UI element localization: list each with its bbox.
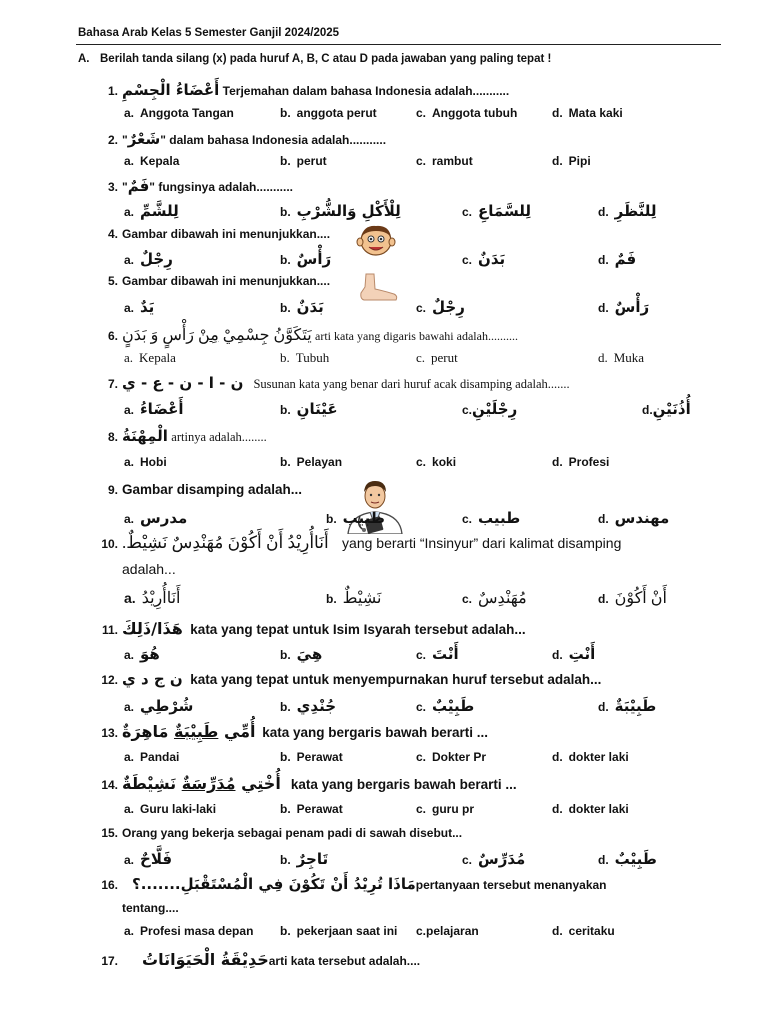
option-b[interactable]: b. هِيَ [280, 645, 323, 663]
question-4: 4. Gambar dibawah ini menunjukkan.... [107, 227, 331, 241]
question-9: 9. Gambar disamping adalah... [107, 482, 303, 497]
option-c[interactable]: c. rambut [416, 154, 473, 168]
question-arabic: مَاذَا تُرِيْدُ أَنْ تَكُوْنَ فِي الْمُسْتَقْبَلِ.......؟ [132, 875, 416, 893]
section-letter: A. [78, 53, 90, 65]
option-c[interactable]: c. مُهَنْدِسٌ [462, 590, 527, 607]
question-13: 13. أُمِّي طَبِيْبَةٌ مَاهِرَةٌ kata yang bergaris bawah berarti ... [101, 722, 489, 741]
question-15: 15. Orang yang bekerja sebagai penam padi di sawah disebut... [101, 826, 463, 840]
question-arabic: أُخْتِي مُدَرِّسَةٌ نَشِيْطَةٌ [122, 774, 281, 793]
question-text: kata yang tepat untuk menyempurnakan huruf tersebut adalah... [190, 672, 602, 687]
question-arabic: شَعْرٌ [127, 130, 161, 148]
option-a[interactable]: a. رِجْلٌ [124, 250, 173, 268]
question-17: 17. حَدِيْقَةُ الْحَيَوَانَاتُarti kata tersebut adalah.... [101, 950, 421, 969]
option-a[interactable]: a. Pandai [124, 750, 180, 764]
question-text: yang berarti “Insinyur” dari kalimat disamping [342, 535, 622, 551]
option-a[interactable]: a. فَلَّاحٌ [124, 850, 173, 868]
option-b[interactable]: b. Perawat [280, 802, 343, 816]
section-instruction [78, 53, 551, 65]
option-c[interactable]: c. طبيب [462, 509, 521, 527]
question-arabic: أَنَاأُرِيْدُ أَنْ أَكُوْنَ مُهَنْدِسٌ نَشِيْطٌ. [122, 533, 329, 552]
question-text: kata yang bergaris bawah berarti ... [290, 777, 517, 792]
option-d[interactable]: d. Mata kaki [552, 106, 623, 120]
option-c[interactable]: c. koki [416, 455, 457, 469]
option-d[interactable]: d. طَبِيْبَةٌ [598, 697, 657, 715]
option-c[interactable]: c. لِلسَّمَاعِ [462, 202, 531, 220]
option-b[interactable]: b. Pelayan [280, 455, 343, 469]
option-a[interactable]: a. Kepala [124, 350, 176, 365]
question-text: kata yang bergaris bawah berarti ... [262, 725, 489, 740]
question-1 [78, 81, 718, 99]
option-a[interactable]: a. لِلشَّمِّ [124, 202, 179, 220]
question-arabic: حَدِيْقَةُ الْحَيَوَانَاتُ [142, 950, 269, 969]
option-b[interactable]: b. perut [280, 154, 327, 168]
option-d[interactable]: d. فَمٌ [598, 250, 637, 268]
question-2: 2. "شَعْرٌ" dalam bahasa Indonesia adalah........... [107, 130, 387, 148]
question-8: 8. الْمِهْنَةُ artinya adalah........ [107, 427, 267, 445]
option-c[interactable]: c. بَدَنٌ [462, 250, 506, 268]
question-10-continued: adalah... [122, 561, 176, 577]
option-c[interactable]: c.رِجْلَيْنِ [462, 400, 518, 418]
option-d[interactable]: d. طَبِيْبٌ [598, 850, 657, 868]
foot-icon [354, 273, 400, 303]
option-d[interactable]: d. أَنْ أَكُوْنَ [598, 590, 667, 607]
option-d[interactable]: d. Profesi [552, 455, 610, 469]
question-text: arti kata tersebut adalah.... [268, 954, 421, 968]
question-text: Susunan kata yang benar dari huruf acak disamping adalah....... [253, 377, 570, 391]
option-b[interactable]: b. تَاجِرٌ [280, 850, 329, 868]
option-a[interactable]: a. Guru laki-laki [124, 802, 217, 816]
question-arabic: ن ج د ي [122, 670, 183, 688]
question-arabic: يَتَكَوَّنُ جِسْمِيْ مِنْ رَأْسٍ وَ بَدَنٍ [122, 327, 312, 344]
option-d[interactable]: d.أُذُنَيْنِ [642, 400, 691, 418]
option-d[interactable]: d. dokter laki [552, 802, 629, 816]
option-d[interactable]: d. رَأْسٌ [598, 298, 650, 316]
option-b[interactable]: b. Perawat [280, 750, 343, 764]
option-d[interactable]: d. أَنْتِ [552, 645, 596, 663]
option-d[interactable]: d. Pipi [552, 154, 591, 168]
question-10: 10. أَنَاأُرِيْدُ أَنْ أَكُوْنَ مُهَنْدِسٌ نَشِيْطٌ. yang berarti “Insinyur” dari kalimat disamping [101, 533, 622, 552]
option-b[interactable]: b. anggota perut [280, 106, 377, 120]
option-b[interactable]: b. طبيب [326, 509, 385, 527]
question-7: 7. ن - ا - ن - ع - ي Susunan kata yang benar dari huruf acak disamping adalah....... [107, 374, 570, 392]
option-c[interactable]: c. طَبِيْبٌ [416, 697, 475, 715]
header-divider [76, 44, 721, 45]
question-number: 1. [107, 84, 118, 98]
option-a[interactable]: a. Kepala [124, 154, 180, 168]
question-3: 3. "فَمٌ" fungsinya adalah........... [107, 177, 294, 195]
option-b[interactable]: b. عَيْنَانِ [280, 400, 338, 418]
question-text: " dalam bahasa Indonesia adalah........... [160, 133, 387, 147]
question-6: 6. يَتَكَوَّنُ جِسْمِيْ مِنْ رَأْسٍ وَ بَدَنٍ arti kata yang digaris bawahi adalah.......... [107, 327, 518, 344]
option-d[interactable]: d. dokter laki [552, 750, 629, 764]
question-arabic: هَذَا/ذَلِكَ [122, 619, 183, 638]
question-text: Gambar disamping adalah... [122, 482, 303, 497]
option-c[interactable]: c. Dokter Pr [416, 750, 487, 764]
option-a[interactable]: a. أَعْضَاءُ [124, 400, 184, 418]
question-text: Gambar dibawah ini menunjukkan.... [122, 227, 331, 241]
option-d[interactable]: d. ceritaku [552, 924, 615, 938]
option-a[interactable]: a. مدرس [124, 509, 188, 527]
option-b[interactable]: b. Tubuh [280, 350, 330, 365]
head-face-icon [352, 222, 400, 258]
option-d[interactable]: d. Muka [598, 350, 645, 365]
question-16: 16. مَاذَا تُرِيْدُ أَنْ تَكُوْنَ فِي الْمُسْتَقْبَلِ.......؟pertanyaan tersebut menanyakan [101, 875, 607, 893]
option-c[interactable]: c. أَنْتَ [416, 645, 459, 663]
question-14: 14. أُخْتِي مُدَرِّسَةٌ نَشِيْطَةٌ kata yang bergaris bawah berarti ... [101, 774, 517, 793]
option-d[interactable]: d. مهندس [598, 509, 670, 527]
question-5: 5. Gambar dibawah ini menunjukkan.... [107, 274, 331, 288]
option-a[interactable]: a. أَنَاأُرِيْدُ [124, 590, 181, 607]
option-a[interactable]: a. شُرْطِي [124, 697, 194, 715]
option-c[interactable]: c. guru pr [416, 802, 475, 816]
question-text: artinya adalah........ [171, 430, 267, 444]
option-a[interactable]: a. هُوَ [124, 645, 160, 663]
option-b[interactable]: b. لِلْأَكْلِ وَالشُّرْبِ [280, 202, 401, 220]
question-text: pertanyaan tersebut menanyakan [415, 878, 607, 892]
option-b[interactable]: b. جُنْدِي [280, 697, 337, 715]
option-a[interactable]: a. Profesi masa depan [124, 924, 254, 938]
question-arabic: ن - ا - ن - ع - ي [122, 374, 244, 392]
option-d[interactable]: d. لِلنَّظَرِ [598, 202, 657, 220]
question-12: 12. ن ج د ي kata yang tepat untuk menyempurnakan huruf tersebut adalah... [101, 670, 602, 688]
question-text: Terjemahan dalam bahasa Indonesia adalah........... [222, 84, 510, 98]
option-b[interactable]: b. بَدَنٌ [280, 298, 324, 316]
question-arabic: أُمِّي طَبِيْبَةٌ مَاهِرَةٌ [122, 722, 256, 741]
option-b[interactable]: b. نَشِيْطٌ [326, 590, 382, 607]
question-16-continued: tentang.... [122, 901, 179, 915]
option-c[interactable]: c. مُدَرِّسٌ [462, 850, 526, 868]
question-11: 11. هَذَا/ذَلِكَ kata yang tepat untuk Isim Isyarah tersebut adalah... [101, 619, 526, 638]
option-a[interactable]: a. Hobi [124, 455, 167, 469]
option-c[interactable]: c. perut [416, 350, 458, 365]
question-arabic: فَمٌ [127, 177, 150, 195]
question-text: " fungsinya adalah........... [149, 180, 294, 194]
question-arabic: الْمِهْنَةُ [122, 427, 168, 445]
section-instruction-text: Berilah tanda silang (x) pada huruf A, B, C atau D pada jawaban yang paling tepat ! [100, 53, 552, 65]
option-a[interactable]: a. Anggota Tangan [124, 106, 234, 120]
question-text: kata yang tepat untuk Isim Isyarah tersebut adalah... [190, 622, 526, 637]
question-text: Gambar dibawah ini menunjukkan.... [122, 274, 331, 288]
option-c[interactable]: c. رِجْلٌ [416, 298, 465, 316]
question-arabic: أَعْضَاءُ الْجِسْمِ [122, 81, 220, 99]
question-text: arti kata yang digaris bawahi adalah.......... [315, 329, 518, 343]
option-c[interactable]: c. Anggota tubuh [416, 106, 518, 120]
option-b[interactable]: b. رَأْسٌ [280, 250, 332, 268]
option-c[interactable]: c.pelajaran [416, 924, 479, 938]
question-text: Orang yang bekerja sebagai penam padi di sawah disebut... [122, 826, 463, 840]
page-title: Bahasa Arab Kelas 5 Semester Ganjil 2024/2025 [78, 27, 340, 39]
option-a[interactable]: a. يَدٌ [124, 298, 155, 316]
option-b[interactable]: b. pekerjaan saat ini [280, 924, 398, 938]
